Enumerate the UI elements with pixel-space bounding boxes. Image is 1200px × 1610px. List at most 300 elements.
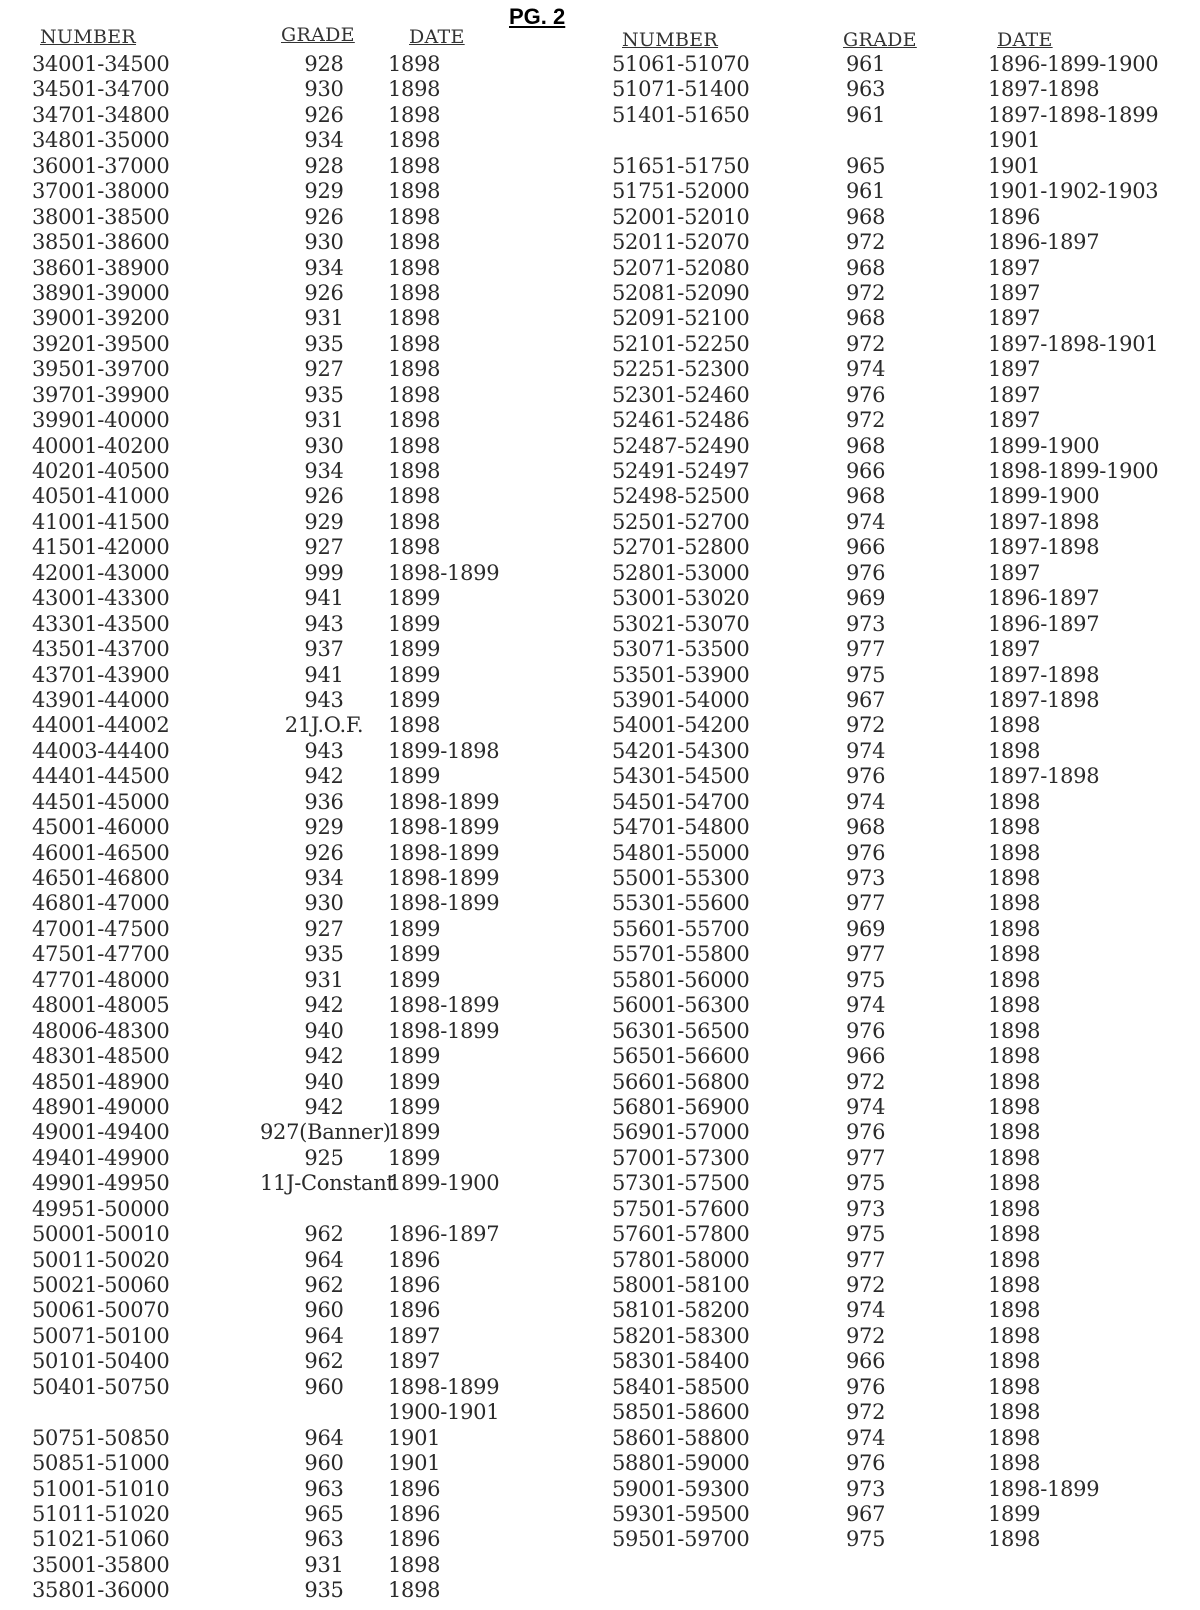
date-cell: 1898 xyxy=(988,1273,1041,1297)
grade-cell: 974 xyxy=(846,509,886,534)
date-cell: 1898-1899 xyxy=(388,993,500,1018)
left-table-row xyxy=(32,866,548,891)
grade-cell: 973 xyxy=(846,866,886,890)
date-cell: 1898 xyxy=(388,484,441,509)
left-table-row xyxy=(32,942,548,967)
serial-range-cell: 51071-51400 xyxy=(612,77,750,102)
left-table-row xyxy=(32,484,548,509)
grade-cell: 972 xyxy=(846,1400,886,1425)
date-cell: 1898 xyxy=(988,916,1041,941)
serial-range-cell: 58301-58400 xyxy=(612,1349,750,1374)
left-table-row xyxy=(32,891,548,916)
date-cell: 1899 xyxy=(388,586,441,611)
right-table-row xyxy=(612,1120,1188,1145)
serial-range-cell: 59001-59300 xyxy=(612,1476,750,1501)
serial-range-cell: 57601-57800 xyxy=(612,1222,750,1247)
right-header-date: DATE xyxy=(997,29,1053,51)
grade-cell: 974 xyxy=(846,993,886,1018)
grade-cell: 972 xyxy=(846,1069,886,1094)
date-cell: 1899 xyxy=(388,662,441,687)
grade-cell: 943 xyxy=(304,611,344,636)
left-table-row xyxy=(32,230,548,255)
serial-range-cell: 55001-55300 xyxy=(612,866,750,890)
grade-cell: 940 xyxy=(304,1018,344,1043)
serial-range-cell: 52498-52500 xyxy=(612,484,750,509)
date-cell: 1899 xyxy=(388,764,441,789)
right-table-row xyxy=(612,815,1188,840)
date-cell: 1899 xyxy=(388,967,441,992)
serial-range-cell: 55601-55700 xyxy=(612,916,750,941)
date-cell: 1898 xyxy=(988,1349,1041,1374)
serial-range-cell: 59501-59700 xyxy=(612,1527,750,1552)
date-cell: 1898 xyxy=(988,1120,1041,1145)
date-cell: 1897 xyxy=(988,408,1041,433)
serial-range-cell: 53001-53020 xyxy=(612,586,750,611)
date-cell: 1899-1900 xyxy=(388,1171,500,1196)
right-table-row xyxy=(612,612,1188,637)
right-table-row xyxy=(612,942,1188,967)
serial-range-cell: 56901-57000 xyxy=(612,1120,750,1145)
grade-cell: 930 xyxy=(304,891,344,916)
date-cell: 1898 xyxy=(988,1069,1041,1094)
serial-range-cell: 56601-56800 xyxy=(612,1069,750,1094)
date-cell: 1898 xyxy=(388,1552,441,1577)
right-table-row xyxy=(612,1171,1188,1196)
left-table-row xyxy=(32,688,548,713)
grade-cell: 928 xyxy=(304,153,344,178)
right-table-row xyxy=(612,866,1188,891)
date-cell: 1898 xyxy=(988,1425,1041,1450)
left-table-row xyxy=(32,739,548,764)
right-table-row xyxy=(612,230,1188,255)
date-cell: 1898 xyxy=(988,738,1041,763)
date-cell: 1898 xyxy=(388,128,441,153)
left-table-row xyxy=(32,77,548,102)
left-table-row xyxy=(32,1273,548,1298)
left-table-row xyxy=(32,713,548,738)
date-cell: 1898 xyxy=(388,280,441,305)
grade-cell: 976 xyxy=(846,764,886,789)
serial-range-cell: 46001-46500 xyxy=(32,840,170,865)
right-table-row xyxy=(612,434,1188,459)
grade-cell: 968 xyxy=(846,306,886,331)
serial-range-cell: 44401-44500 xyxy=(32,764,170,789)
left-table-row xyxy=(32,993,548,1018)
date-cell: 1898-1899 xyxy=(388,891,500,916)
right-table-row xyxy=(612,1400,1188,1425)
serial-range-cell: 39501-39700 xyxy=(32,357,170,382)
grade-cell: 968 xyxy=(846,433,886,458)
right-table-row xyxy=(612,993,1188,1018)
serial-range-cell: 52301-52460 xyxy=(612,382,750,407)
grade-cell: 976 xyxy=(846,382,886,407)
grade-cell: 975 xyxy=(846,967,886,992)
left-table-row xyxy=(32,1070,548,1095)
left-table-row xyxy=(32,1400,548,1425)
serial-range-cell: 44003-44400 xyxy=(32,738,170,763)
date-cell: 1899 xyxy=(388,1145,441,1170)
right-table-row xyxy=(612,383,1188,408)
left-table-row xyxy=(32,1527,548,1552)
grade-cell: 977 xyxy=(846,1145,886,1170)
grade-cell: 976 xyxy=(846,1120,886,1145)
serial-range-cell: 41501-42000 xyxy=(32,535,170,560)
left-table-row xyxy=(32,383,548,408)
date-cell: 1897 xyxy=(988,637,1041,662)
date-cell: 1899 xyxy=(388,1120,441,1145)
serial-range-cell: 51651-51750 xyxy=(612,153,750,178)
grade-cell: 934 xyxy=(304,459,344,483)
date-cell: 1897-1898 xyxy=(988,509,1100,534)
right-table-row xyxy=(612,154,1188,179)
serial-range-cell: 38001-38500 xyxy=(32,204,170,229)
right-table-row xyxy=(612,586,1188,611)
right-table-row xyxy=(612,1095,1188,1120)
grade-cell xyxy=(260,1197,388,1222)
left-table-row xyxy=(32,790,548,815)
grade-cell: 937 xyxy=(304,637,344,662)
left-table-row xyxy=(32,103,548,128)
left-table-row xyxy=(32,1426,548,1451)
serial-range-cell: 51021-51060 xyxy=(32,1527,170,1552)
serial-range-cell: 34801-35000 xyxy=(32,128,170,153)
date-cell: 1898 xyxy=(988,1400,1041,1425)
grade-cell: 929 xyxy=(304,509,344,534)
date-cell: 1899-1898 xyxy=(388,738,500,763)
left-table-row xyxy=(32,1044,548,1069)
grade-cell: 969 xyxy=(846,586,886,611)
grade-cell: 972 xyxy=(846,713,886,738)
right-table-row xyxy=(612,1426,1188,1451)
right-table-row xyxy=(612,1044,1188,1069)
date-cell: 1897-1898 xyxy=(988,764,1100,789)
date-cell: 1898 xyxy=(988,993,1041,1018)
grade-cell: 964 xyxy=(304,1247,344,1272)
left-table-row xyxy=(32,917,548,942)
right-table-row xyxy=(612,52,1188,77)
date-cell: 1898 xyxy=(988,1044,1041,1069)
right-table-row xyxy=(612,713,1188,738)
right-table-row xyxy=(612,256,1188,281)
serial-range-cell: 48901-49000 xyxy=(32,1094,170,1119)
date-cell: 1898-1899 xyxy=(388,789,500,814)
date-cell: 1897-1898 xyxy=(988,662,1100,687)
serial-range-cell: 50851-51000 xyxy=(32,1451,170,1476)
grade-cell: 934 xyxy=(304,128,344,153)
grade-cell: 972 xyxy=(846,230,886,255)
date-cell: 1899 xyxy=(388,1069,441,1094)
date-cell: 1897 xyxy=(988,357,1041,382)
date-cell: 1896 xyxy=(388,1501,441,1526)
serial-range-cell: 53021-53070 xyxy=(612,611,750,636)
serial-range-cell: 35801-36000 xyxy=(32,1578,170,1603)
serial-range-cell: 52487-52490 xyxy=(612,433,750,458)
date-cell: 1898-1899 xyxy=(388,815,500,840)
left-table-row xyxy=(32,1553,548,1578)
grade-cell: 974 xyxy=(846,1094,886,1119)
left-table-row xyxy=(32,1095,548,1120)
left-table-row xyxy=(32,1451,548,1476)
grade-cell: 972 xyxy=(846,1323,886,1348)
grade-cell: 930 xyxy=(304,230,344,255)
serial-range-cell: 47501-47700 xyxy=(32,942,170,967)
serial-range-cell: 56001-56300 xyxy=(612,993,750,1018)
date-cell: 1898 xyxy=(388,306,441,331)
date-cell: 1899 xyxy=(388,637,441,662)
grade-cell: 941 xyxy=(304,662,344,687)
grade-cell: 964 xyxy=(304,1425,344,1450)
right-table-row xyxy=(612,688,1188,713)
serial-range-cell: 50101-50400 xyxy=(32,1349,170,1374)
left-table-row xyxy=(32,256,548,281)
serial-range-cell: 55301-55600 xyxy=(612,891,750,916)
grade-cell: 999 xyxy=(304,560,344,585)
left-table-row xyxy=(32,637,548,662)
right-table-row xyxy=(612,484,1188,509)
serial-range-cell: 40201-40500 xyxy=(32,459,170,483)
date-cell: 1898 xyxy=(988,1247,1041,1272)
date-cell: 1899 xyxy=(388,942,441,967)
grade-cell: 969 xyxy=(846,916,886,941)
serial-range-cell: 40501-41000 xyxy=(32,484,170,509)
grade-cell: 940 xyxy=(304,1069,344,1094)
grade-cell: 973 xyxy=(846,1196,886,1221)
date-cell: 1897 xyxy=(988,382,1041,407)
serial-range-cell: 49001-49400 xyxy=(32,1120,170,1145)
right-table-row xyxy=(612,917,1188,942)
serial-range-cell: 57501-57600 xyxy=(612,1196,750,1221)
left-table-row xyxy=(32,1019,548,1044)
date-cell: 1901 xyxy=(388,1425,441,1450)
serial-range-cell: 44001-44002 xyxy=(32,713,170,738)
date-cell: 1898 xyxy=(988,1527,1041,1552)
grade-cell: 977 xyxy=(846,942,886,967)
grade-cell: 976 xyxy=(846,1374,886,1399)
right-table-row xyxy=(612,1222,1188,1247)
grade-cell: 968 xyxy=(846,815,886,840)
right-table-row xyxy=(612,103,1188,128)
left-table-row xyxy=(32,815,548,840)
date-cell: 1898 xyxy=(988,1171,1041,1196)
serial-range-cell: 55801-56000 xyxy=(612,967,750,992)
date-cell: 1898 xyxy=(388,459,441,483)
left-table-row xyxy=(32,1298,548,1323)
serial-range-cell: 57301-57500 xyxy=(612,1171,750,1196)
date-cell: 1901 xyxy=(988,128,1041,153)
left-header-grade: GRADE xyxy=(281,24,355,46)
serial-range-cell: 51001-51010 xyxy=(32,1476,170,1501)
grade-cell: 942 xyxy=(304,1044,344,1069)
grade-cell: 975 xyxy=(846,1222,886,1247)
right-table-row xyxy=(612,764,1188,789)
serial-range-cell: 38501-38600 xyxy=(32,230,170,255)
date-cell: 1898-1899-1900 xyxy=(988,459,1159,483)
right-table-row xyxy=(612,306,1188,331)
serial-range-cell: 52091-52100 xyxy=(612,306,750,331)
grade-cell: 965 xyxy=(846,153,886,178)
serial-range-cell: 48001-48005 xyxy=(32,993,170,1018)
left-table-row xyxy=(32,1120,548,1145)
serial-range-cell xyxy=(612,128,838,153)
grade-cell: 976 xyxy=(846,1018,886,1043)
serial-range-cell: 54701-54800 xyxy=(612,815,750,840)
grade-cell: 972 xyxy=(846,1273,886,1297)
right-table-row xyxy=(612,332,1188,357)
date-cell: 1896 xyxy=(988,204,1041,229)
grade-cell: 935 xyxy=(304,382,344,407)
grade-cell: 935 xyxy=(304,942,344,967)
grade-cell: 936 xyxy=(304,789,344,814)
right-table-row xyxy=(612,790,1188,815)
date-cell: 1898 xyxy=(988,866,1041,890)
grade-cell xyxy=(260,1400,388,1425)
date-cell: 1898 xyxy=(988,1222,1041,1247)
left-table-row xyxy=(32,1375,548,1400)
serial-range-cell: 52011-52070 xyxy=(612,230,750,255)
grade-cell: 974 xyxy=(846,738,886,763)
date-cell: 1899-1900 xyxy=(988,433,1100,458)
date-cell: 1898 xyxy=(388,433,441,458)
grade-cell: 977 xyxy=(846,1247,886,1272)
grade-cell: 967 xyxy=(846,1501,886,1526)
grade-cell: 965 xyxy=(304,1501,344,1526)
date-cell: 1898 xyxy=(988,789,1041,814)
date-cell: 1898 xyxy=(988,942,1041,967)
grade-cell: 974 xyxy=(846,1298,886,1323)
right-table-row xyxy=(612,128,1188,153)
left-table-row xyxy=(32,561,548,586)
serial-range-cell: 46501-46800 xyxy=(32,866,170,890)
grade-cell: 927 xyxy=(304,357,344,382)
grade-cell: 931 xyxy=(304,306,344,331)
serial-range-cell: 39001-39200 xyxy=(32,306,170,331)
grade-cell: 962 xyxy=(304,1273,344,1297)
grade-cell: 926 xyxy=(304,204,344,229)
date-cell: 1898 xyxy=(388,77,441,102)
date-cell: 1898 xyxy=(988,840,1041,865)
grade-cell: 930 xyxy=(304,77,344,102)
serial-range-cell: 43001-43300 xyxy=(32,586,170,611)
date-cell: 1898 xyxy=(388,230,441,255)
grade-cell: 935 xyxy=(304,331,344,356)
date-cell: 1897 xyxy=(388,1323,441,1348)
grade-cell: 975 xyxy=(846,662,886,687)
grade-cell: 960 xyxy=(304,1451,344,1476)
right-table-row xyxy=(612,1273,1188,1298)
serial-range-cell: 34501-34700 xyxy=(32,77,170,102)
serial-range-cell: 39701-39900 xyxy=(32,382,170,407)
grade-cell: 942 xyxy=(304,1094,344,1119)
serial-range-cell: 54001-54200 xyxy=(612,713,750,738)
date-cell: 1897-1898 xyxy=(988,77,1100,102)
right-table-row xyxy=(612,637,1188,662)
right-table-row xyxy=(612,1146,1188,1171)
right-table-row xyxy=(612,1451,1188,1476)
grade-cell: 927(Banner) xyxy=(260,1120,391,1145)
serial-range-cell: 34701-34800 xyxy=(32,102,170,127)
grade-cell: 931 xyxy=(304,967,344,992)
left-table-row xyxy=(32,52,548,77)
right-table-row xyxy=(612,459,1188,484)
date-cell: 1898 xyxy=(388,357,441,382)
left-table-row xyxy=(32,764,548,789)
date-cell: 1897 xyxy=(988,306,1041,331)
serial-range-cell: 54501-54700 xyxy=(612,789,750,814)
right-table-row xyxy=(612,841,1188,866)
left-table-row xyxy=(32,281,548,306)
grade-cell: 974 xyxy=(846,357,886,382)
right-table-row xyxy=(612,205,1188,230)
right-table-row xyxy=(612,510,1188,535)
left-table-row xyxy=(32,408,548,433)
grade-cell: 927 xyxy=(304,535,344,560)
grade-cell: 976 xyxy=(846,1451,886,1476)
grade-cell: 960 xyxy=(304,1298,344,1323)
date-cell: 1898 xyxy=(988,1018,1041,1043)
left-table-row xyxy=(32,612,548,637)
date-cell: 1898 xyxy=(388,102,441,127)
grade-cell: 968 xyxy=(846,204,886,229)
date-cell: 1901 xyxy=(388,1451,441,1476)
grade-cell: 974 xyxy=(846,789,886,814)
date-cell: 1898-1899 xyxy=(388,840,500,865)
serial-range-cell: 52501-52700 xyxy=(612,509,750,534)
right-table-row xyxy=(612,1324,1188,1349)
grade-cell: 972 xyxy=(846,408,886,433)
right-table-row xyxy=(612,891,1188,916)
date-cell: 1896 xyxy=(388,1247,441,1272)
serial-range-cell: 54201-54300 xyxy=(612,738,750,763)
serial-range-cell: 58501-58600 xyxy=(612,1400,750,1425)
serial-range-cell: 48301-48500 xyxy=(32,1044,170,1069)
date-cell: 1898-1899 xyxy=(388,1018,500,1043)
serial-range-cell: 50071-50100 xyxy=(32,1323,170,1348)
date-cell: 1899 xyxy=(388,1094,441,1119)
grade-cell: 935 xyxy=(304,1578,344,1603)
grade-cell: 960 xyxy=(304,1374,344,1399)
right-table-row xyxy=(612,1070,1188,1095)
serial-range-cell: 53501-53900 xyxy=(612,662,750,687)
date-cell: 1898 xyxy=(388,179,441,204)
right-table-row xyxy=(612,1477,1188,1502)
date-cell: 1899 xyxy=(388,611,441,636)
date-cell: 1898 xyxy=(388,204,441,229)
left-header-number: NUMBER xyxy=(40,26,137,48)
serial-range-cell: 46801-47000 xyxy=(32,891,170,916)
serial-range-cell: 49401-49900 xyxy=(32,1145,170,1170)
serial-range-cell: 58601-58800 xyxy=(612,1425,750,1450)
left-table-row xyxy=(32,1578,548,1603)
grade-cell: 963 xyxy=(304,1476,344,1501)
grade-cell: 961 xyxy=(846,179,886,204)
serial-range-cell: 50021-50060 xyxy=(32,1273,170,1297)
date-cell: 1898 xyxy=(388,255,441,280)
date-cell: 1896 xyxy=(388,1273,441,1297)
grade-cell: 942 xyxy=(304,764,344,789)
right-table-row xyxy=(612,1349,1188,1374)
date-cell xyxy=(388,1197,548,1222)
serial-range-cell: 41001-41500 xyxy=(32,509,170,534)
serial-range-cell: 59301-59500 xyxy=(612,1501,750,1526)
date-cell: 1898 xyxy=(388,1578,441,1603)
date-cell: 1897 xyxy=(988,560,1041,585)
date-cell: 1898 xyxy=(388,382,441,407)
left-table-row xyxy=(32,1324,548,1349)
left-table-row xyxy=(32,1502,548,1527)
grade-cell: 943 xyxy=(304,738,344,763)
left-table-row xyxy=(32,510,548,535)
date-cell: 1897 xyxy=(988,280,1041,305)
